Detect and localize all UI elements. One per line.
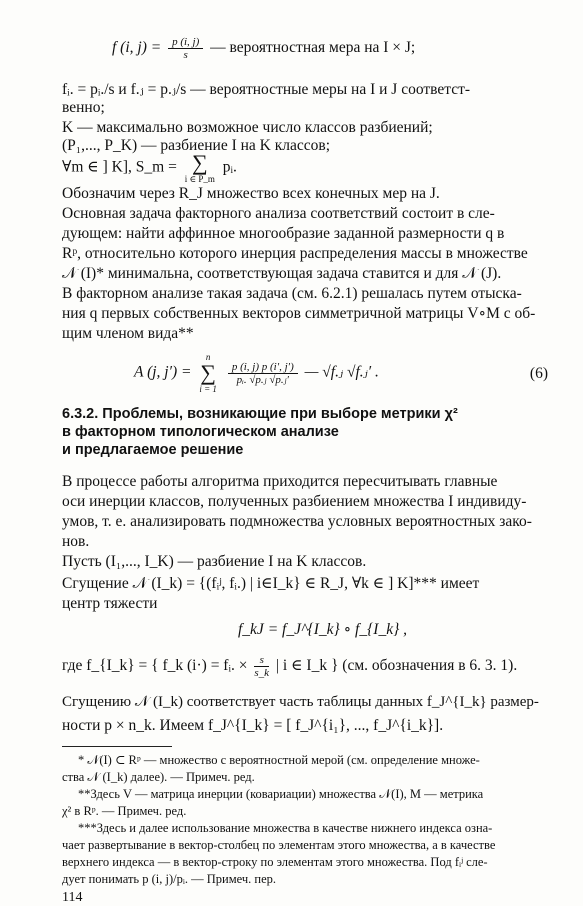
eq1	[112, 36, 415, 61]
where-post: | i ∈ I_k } (см. обозначения в 6. 3. 1).	[275, 657, 518, 675]
def-line-5-pre: ∀m ∈ ] K], S_m =	[62, 158, 177, 176]
footnote-3-line-4: дует понимать p (i, j)/pᵢ. — Примеч. пер.	[62, 872, 277, 886]
where-line	[62, 654, 517, 679]
para-2-line-5: В факторном анализе такая задача (см. 6.2.1) решалась путем отыска-	[62, 285, 522, 302]
para-5-line-1: Сгущение 𝒩 (I_k) = {(fᵢʲ, fᵢ.) | i∈I_k} ∈ R_J, ∀k ∈ ] K]*** имеет	[62, 575, 480, 592]
footnote-3-line-2: чает развертывание в вектор-столбец по элементам этого множества, а в качестве	[62, 838, 496, 852]
para-2-line-7: щим членом вида**	[62, 325, 194, 342]
section-title-line-2: в факторном типологическом анализе	[62, 424, 339, 440]
where-num: s	[254, 654, 269, 667]
para-2-line-4: 𝒩 (I)* минимальна, соответствующая задача ставится и для 𝒩 (J).	[62, 265, 502, 282]
footnote-2-line-2: χ² в Rᵖ. — Примеч. ред.	[62, 804, 187, 818]
eq1-num: p (i, j)	[168, 36, 203, 49]
para-3-line-2: оси инерции классов, полученных разбиением множества I индивиду-	[62, 493, 527, 510]
eq6-num: p (i, j) p (i′, j′)	[228, 361, 298, 374]
def-line-2a: fᵢ. = pᵢ./s и f.ⱼ = p.ⱼ/s — вероятностные меры на I и J соответст-	[62, 81, 471, 98]
where-fraction	[254, 654, 269, 679]
para-2-line-2: дующем: найти аффинное многообразие заданной размерности q в	[62, 225, 505, 242]
where-den: s_k	[254, 667, 270, 679]
def-line-5-post: pᵢ.	[222, 158, 237, 176]
section-title-line-3: и предлагаемое решение	[62, 442, 244, 458]
eq6-sum-bot: i = 1	[199, 384, 217, 394]
footnote-3-line-3: верхнего индекса — в вектор-строку по элементам этого множества. Под fᵢʲ сле-	[62, 855, 488, 869]
para-4: Пусть (I₁,..., I_K) — разбиение I на K классов.	[62, 553, 367, 570]
para-2-line-3: Rᵖ, относительно которого инерция распределения массы в множестве	[62, 245, 528, 262]
section-title-line-1: 6.3.2. Проблемы, возникающие при выборе метрики χ²	[62, 406, 458, 422]
eq-center: f_kJ = f_J^{I_k} ∘ f_{I_k} ,	[238, 621, 408, 638]
para-5-line-2: центр тяжести	[62, 595, 158, 612]
def-line-4: (P₁,..., P_K) — разбиение I на K классов;	[62, 137, 331, 154]
eq6-rhs: — √f.ⱼ √f.ⱼ′ .	[304, 363, 379, 381]
footnote-3-line-1: ***Здесь и далее использование множества в качестве нижнего индекса озна-	[78, 821, 493, 835]
eq1-lhs: f (i, j) =	[112, 39, 162, 57]
footnote-1-line-2: ства 𝒩 (I_k) далее). — Примеч. ред.	[62, 770, 255, 784]
para-3-line-3: умов, т. е. анализировать подмножества условных вероятностных зако-	[62, 513, 532, 530]
eq1-fraction	[168, 36, 203, 61]
page-number: 114	[62, 890, 83, 905]
para-1: Обозначим через R_J множество всех конечных мер на J.	[62, 185, 440, 202]
eq6-number: (6)	[529, 365, 548, 382]
sum-sigma: ∑	[191, 150, 208, 175]
eq1-rhs: — вероятностная мера на I × J;	[210, 39, 416, 57]
para-6-line-1: Сгущению 𝒩 (I_k) соответствует часть таблицы данных f_J^{I_k} размер-	[62, 694, 539, 710]
eq6	[134, 352, 379, 394]
para-2-line-1: Основная задача факторного анализа соответствий состоит в сле-	[62, 205, 495, 222]
eq6-sum: n ∑ i = 1	[199, 352, 217, 394]
def-sum	[185, 152, 215, 184]
footnote-2-line-1: **Здесь V — матрица инерции (ковариации) множества 𝒩(I), M — метрика	[78, 787, 484, 801]
def-line-5	[62, 152, 237, 184]
para-6-line-2: ности p × n_k. Имеем f_J^{I_k} = [ f_J^{i₁}, ..., f_J^{i_k}].	[62, 717, 444, 734]
footnote-rule	[62, 746, 172, 747]
footnote-1-line-1: * 𝒩(I) ⊂ Rᵖ — множество с вероятностной мерой (см. определение множе-	[78, 753, 480, 767]
eq6-den: pᵢ. √p.ⱼ √p.ⱼ′	[236, 373, 289, 386]
para-3-line-1: В процессе работы алгоритма приходится пересчитывать главные	[62, 473, 498, 490]
def-line-2b: венно;	[62, 99, 105, 116]
eq1-den: s	[183, 49, 188, 61]
eq6-sum-top: n	[205, 352, 211, 362]
def-line-3: K — максимально возможное число классов разбиений;	[62, 119, 433, 136]
eq6-fraction	[228, 361, 298, 386]
where-pre: где f_{I_k} = { f_k (i·) = fᵢ. ×	[62, 657, 248, 675]
para-2-line-6: ния q первых собственных векторов симметричной матрицы V∘M с об-	[62, 305, 536, 322]
sum-sub: i ∈ P_m	[184, 174, 215, 184]
eq6-lhs: A (j, j′) =	[134, 363, 192, 381]
para-3-line-4: нов.	[62, 533, 90, 550]
